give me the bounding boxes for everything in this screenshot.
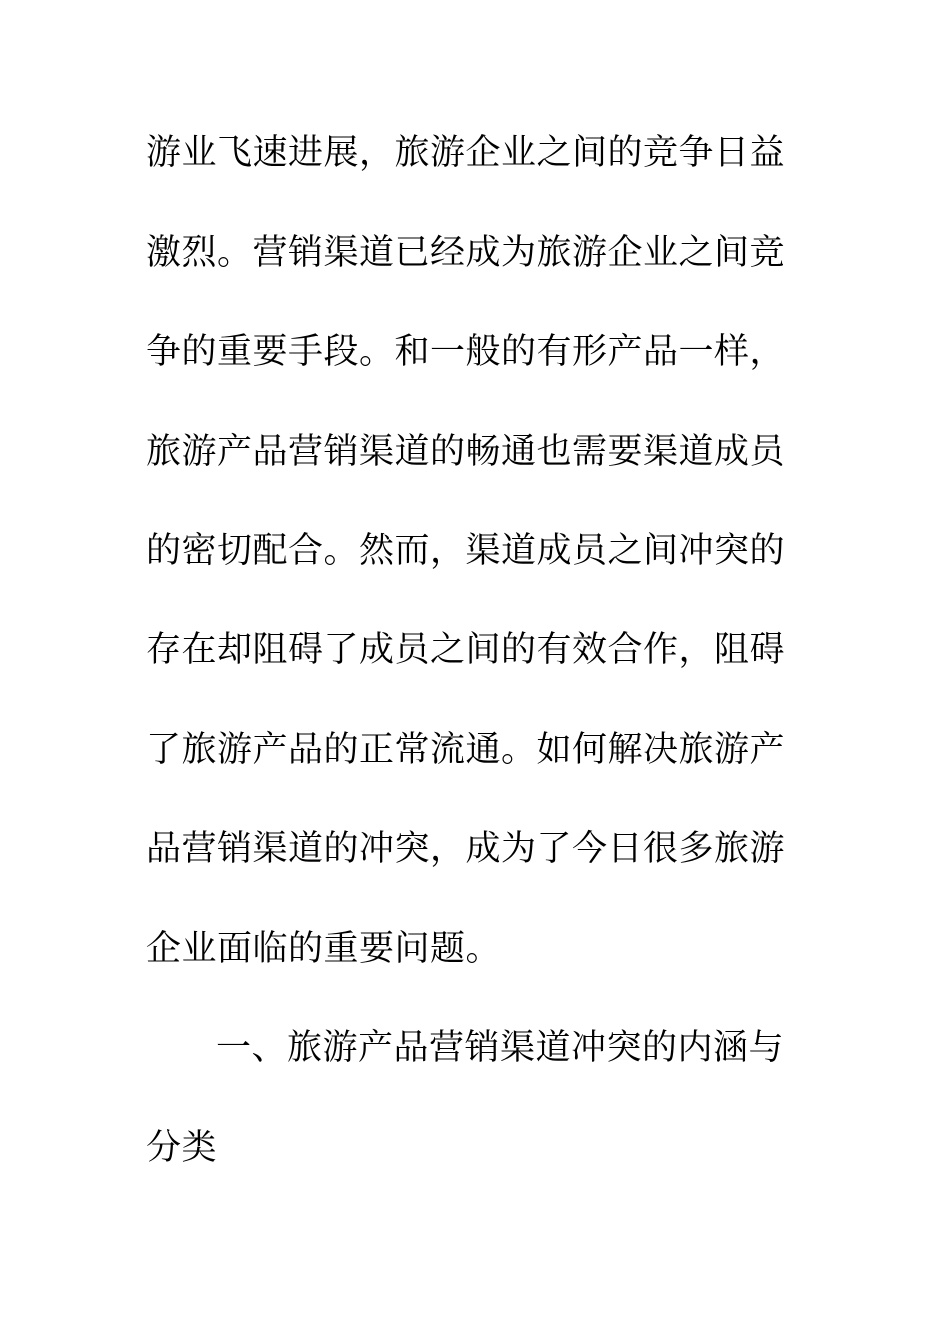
paragraph-line: 游业飞速进展，旅游企业之间的竞争日益: [146, 133, 786, 173]
paragraph-line: 旅游产品营销渠道的畅通也需要渠道成员: [146, 432, 786, 472]
paragraph-line: 品营销渠道的冲突，成为了今日很多旅游: [146, 829, 786, 869]
paragraph-line: 存在却阻碍了成员之间的有效合作，阻碍: [146, 630, 786, 670]
section-heading-line: 一、旅游产品营销渠道冲突的内涵与: [216, 1028, 785, 1068]
section-heading-line: 分类: [146, 1128, 218, 1168]
paragraph-line: 了旅游产品的正常流通。如何解决旅游产: [146, 730, 786, 770]
paragraph-line: 企业面临的重要问题。: [146, 929, 502, 969]
paragraph-line: 激烈。营销渠道已经成为旅游企业之间竞: [146, 233, 786, 273]
paragraph-line: 的密切配合。然而，渠道成员之间冲突的: [146, 531, 786, 571]
paragraph-line: 争的重要手段。和一般的有形产品一样，: [146, 332, 786, 372]
